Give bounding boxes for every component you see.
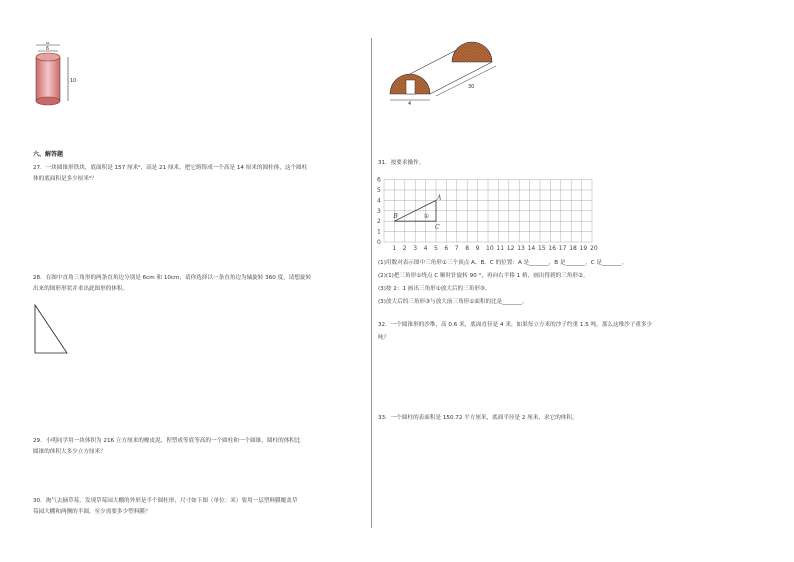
point-b-label: B	[393, 213, 398, 221]
question-29-line2: 圆锥的体积大多少立方厘米？	[33, 449, 106, 455]
cylinder-figure	[30, 42, 78, 106]
question-27	[33, 163, 307, 185]
x-tick-label: 14	[527, 245, 536, 252]
x-tick-label: 12	[506, 245, 515, 252]
tunnel-width-label: 4	[408, 101, 412, 106]
right-triangle-shape	[33, 303, 69, 355]
question-33-line1: 33．一个圆柱的表面积是 150.72 平方厘米，底面半径是 2 厘米，求它的体积。	[378, 415, 578, 421]
q31-item-2: (2)(1)把三角形①绕点 C 顺时针旋转 90 °，再向右平移 1 格，画出得到的三角形②。	[378, 273, 589, 279]
cylinder-diameter-label: 8	[46, 42, 50, 46]
x-tick-label: 7	[454, 245, 459, 252]
x-tick-label: 16	[548, 245, 557, 252]
x-tick-label: 8	[465, 245, 470, 252]
q31-item-4: (3)放大后的三角形③与放大前三角形①面积的比是_______。	[378, 299, 528, 305]
q31-item-1: (1)用数对表示图中三角形①三个顶点 A、B、C 的位置：A 是_______，B 是_______，C 是_______。	[378, 260, 628, 266]
question-31-title: 31．按要求操作。	[378, 160, 425, 166]
y-tick-label: 3	[377, 207, 381, 215]
cylinder-radius-label: 6	[46, 46, 50, 52]
x-tick-label: 20	[590, 245, 598, 252]
x-tick-label: 3	[413, 245, 418, 252]
x-tick-label: 13	[517, 245, 525, 252]
question-28-line2: 出来的图形形状并求出此图形的体积。	[33, 286, 129, 292]
point-c-label: C	[435, 224, 440, 232]
x-tick-label: 9	[475, 245, 480, 252]
question-27-line2: 体的底面积是多少厘米²？	[33, 176, 97, 182]
x-tick-label: 19	[579, 245, 588, 252]
question-30-line1: 30．淘气去摘草莓，发现草莓园大棚的外形是半个圆柱形，尺寸如下图（单位：米）要用一层塑料膜覆盖草	[33, 498, 298, 504]
cylinder-height-label: 10	[70, 78, 77, 84]
point-a-label: A	[437, 194, 442, 202]
y-tick-label: 6	[377, 176, 381, 184]
column-divider	[371, 38, 372, 528]
x-tick-label: 17	[558, 245, 567, 252]
y-tick-label: 1	[377, 228, 381, 236]
question-32-line1: 32．一个圆锥形的沙堆，高 0.6 米，底面直径是 4 米，如果每立方米的沙子约重 1.5 吨，那么这堆沙子重多少	[378, 322, 653, 328]
tunnel-figure	[384, 36, 514, 106]
coordinate-grid	[372, 172, 608, 256]
tunnel-length-label: 30	[468, 84, 475, 90]
x-tick-label: 10	[486, 245, 494, 252]
question-29	[33, 436, 300, 458]
question-33	[378, 413, 578, 424]
q31-item-3: (3)按 2：1 画出三角形①放大后的三角形③。	[378, 286, 491, 292]
x-tick-label: 5	[434, 245, 438, 252]
x-tick-label: 4	[423, 245, 428, 252]
x-tick-label: 6	[444, 245, 449, 252]
question-30	[33, 496, 297, 518]
right-triangle-figure	[33, 303, 69, 355]
x-tick-label: 15	[538, 245, 546, 252]
half-cylinder-greenhouse	[384, 36, 514, 106]
question-32	[378, 320, 652, 344]
question-27-line1: 27．一块圆锥形铁块，底面积是 157 厘米²，高是 21 厘米，把它熔铸成一个高是 14 厘米的圆柱体，这个圆柱	[33, 165, 308, 171]
x-tick-label: 2	[402, 245, 407, 252]
y-tick-label: 4	[377, 197, 381, 205]
x-tick-label: 11	[496, 245, 505, 252]
question-31-items	[378, 258, 627, 308]
y-tick-label: 2	[377, 218, 381, 226]
y-tick-label: 0	[377, 239, 381, 246]
question-28-line1: 28．在图中直角三角形的两条直角边分别是 6cm 和 10cm，请你选择以一条直角边为轴旋转 360 度，请想旋转	[33, 275, 312, 281]
question-30-line2: 莓园大棚和两侧的半圆，至少需要多少塑料膜？	[33, 509, 151, 515]
section-title: 六、解答题	[33, 151, 64, 158]
cylinder-illustration	[30, 42, 78, 106]
question-29-line1: 29．小明同学用一块体积为 216 立方厘米的橡皮泥，捏塑成等底等高的一个圆柱和一个圆锥，圆柱的体积比	[33, 438, 301, 444]
grid-svg	[372, 172, 608, 256]
triangle-1-label: ①	[423, 213, 429, 221]
y-tick-label: 5	[377, 187, 381, 194]
question-28	[33, 273, 311, 295]
question-32-line2: 吨？	[378, 335, 390, 341]
x-tick-label: 1	[392, 245, 397, 252]
x-tick-label: 18	[569, 245, 577, 252]
